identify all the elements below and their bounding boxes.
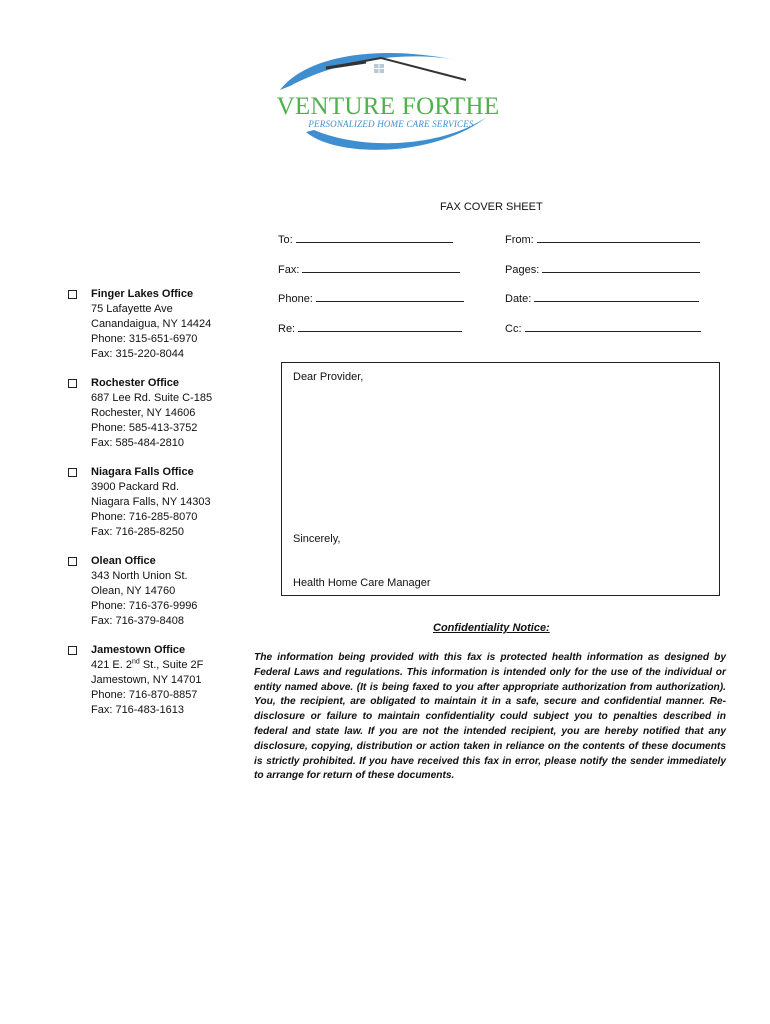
office-fax: Fax: 716-483-1613 <box>91 704 184 716</box>
pages-field[interactable] <box>505 262 700 276</box>
office-niagara-falls <box>66 465 256 540</box>
office-checkbox[interactable] <box>68 468 77 477</box>
office-phone: Phone: 716-376-9996 <box>91 600 198 612</box>
office-finger-lakes <box>66 287 256 362</box>
message-box[interactable] <box>281 362 720 596</box>
office-name: Rochester Office <box>91 377 180 389</box>
address-text: St., Suite 2F <box>139 659 204 671</box>
office-name: Jamestown Office <box>91 644 186 656</box>
office-address-line2: Jamestown, NY 14701 <box>91 674 202 686</box>
from-field[interactable] <box>505 232 700 246</box>
cc-label: Cc: <box>505 323 522 335</box>
office-checkbox[interactable] <box>68 646 77 655</box>
office-address-line1: 3900 Packard Rd. <box>91 481 180 493</box>
confidentiality-title: Confidentiality Notice: <box>433 622 550 634</box>
office-phone: Phone: 315-651-6970 <box>91 333 198 345</box>
office-checkbox[interactable] <box>68 290 77 299</box>
logo-title: VENTURE FORTHE <box>276 93 500 120</box>
office-fax: Fax: 716-379-8408 <box>91 615 184 627</box>
company-logo <box>266 46 506 161</box>
phone-input-line[interactable] <box>316 291 464 302</box>
to-input-line[interactable] <box>296 232 453 243</box>
re-input-line[interactable] <box>298 321 462 332</box>
pages-label: Pages: <box>505 264 540 276</box>
date-field[interactable] <box>505 291 699 305</box>
letter-closing: Sincerely, <box>293 533 341 545</box>
office-fax: Fax: 585-484-2810 <box>91 437 184 449</box>
office-name: Finger Lakes Office <box>91 288 194 300</box>
confidentiality-body: The information being provided with this fax is protected health information as designed by Federal Laws and regulations. This information is intended only for the use of the individual or entity named above. (It is being faxed to you after appropriate authorization from authorization). You, the recipient, are obligated to maintain it in a safe, secure and confidential manner. Re-disclosure or failure to maintain confidentiality could subject you to penalties described in federal and state law. If you are not the intended recipient, you are hereby notified that any disclosure, copying, distribution or action taken in reliance on the contents of these documents is strictly prohibited. If you have received this fax in error, please notify the sender immediately to arrange for return of these documents. <box>254 652 726 782</box>
office-checkbox[interactable] <box>68 557 77 566</box>
office-phone: Phone: 716-870-8857 <box>91 689 198 701</box>
logo-subtitle: PERSONALIZED HOME CARE SERVICES <box>308 119 474 129</box>
office-phone: Phone: 716-285-8070 <box>91 511 198 523</box>
office-address-line2: Canandaigua, NY 14424 <box>91 318 212 330</box>
from-input-line[interactable] <box>537 232 700 243</box>
office-checkbox[interactable] <box>68 379 77 388</box>
date-label: Date: <box>505 293 532 305</box>
office-name: Olean Office <box>91 555 156 567</box>
office-fax: Fax: 716-285-8250 <box>91 526 184 538</box>
office-fax: Fax: 315-220-8044 <box>91 348 184 360</box>
re-field[interactable] <box>278 321 462 335</box>
office-address-line2: Rochester, NY 14606 <box>91 407 196 419</box>
office-jamestown <box>66 643 256 718</box>
office-address-line1: 343 North Union St. <box>91 570 188 582</box>
office-phone: Phone: 585-413-3752 <box>91 422 198 434</box>
office-address-line2: Niagara Falls, NY 14303 <box>91 496 211 508</box>
office-list <box>66 287 256 732</box>
phone-field[interactable] <box>278 291 464 305</box>
office-address-line2: Olean, NY 14760 <box>91 585 176 597</box>
letter-greeting: Dear Provider, <box>293 371 364 383</box>
letter-signature: Health Home Care Manager <box>293 577 431 589</box>
ordinal-suffix: nd <box>131 658 140 666</box>
office-address-line1: 687 Lee Rd. Suite C-185 <box>91 392 213 404</box>
fax-field[interactable] <box>278 262 460 276</box>
date-input-line[interactable] <box>534 291 699 302</box>
office-address-line1: 75 Lafayette Ave <box>91 303 173 315</box>
to-label: To: <box>278 234 293 246</box>
to-field[interactable] <box>278 232 453 246</box>
cc-field[interactable] <box>505 321 701 335</box>
fax-cover-title: FAX COVER SHEET <box>440 201 543 213</box>
re-label: Re: <box>278 323 296 335</box>
address-text: 421 E. 2 <box>91 659 132 671</box>
fax-label: Fax: <box>278 264 300 276</box>
office-name: Niagara Falls Office <box>91 466 194 478</box>
fax-input-line[interactable] <box>302 262 460 273</box>
pages-input-line[interactable] <box>542 262 700 273</box>
office-rochester <box>66 376 256 451</box>
cc-input-line[interactable] <box>525 321 701 332</box>
from-label: From: <box>505 234 534 246</box>
office-address-line1 <box>91 658 256 673</box>
office-olean <box>66 554 256 629</box>
phone-label: Phone: <box>278 293 313 305</box>
